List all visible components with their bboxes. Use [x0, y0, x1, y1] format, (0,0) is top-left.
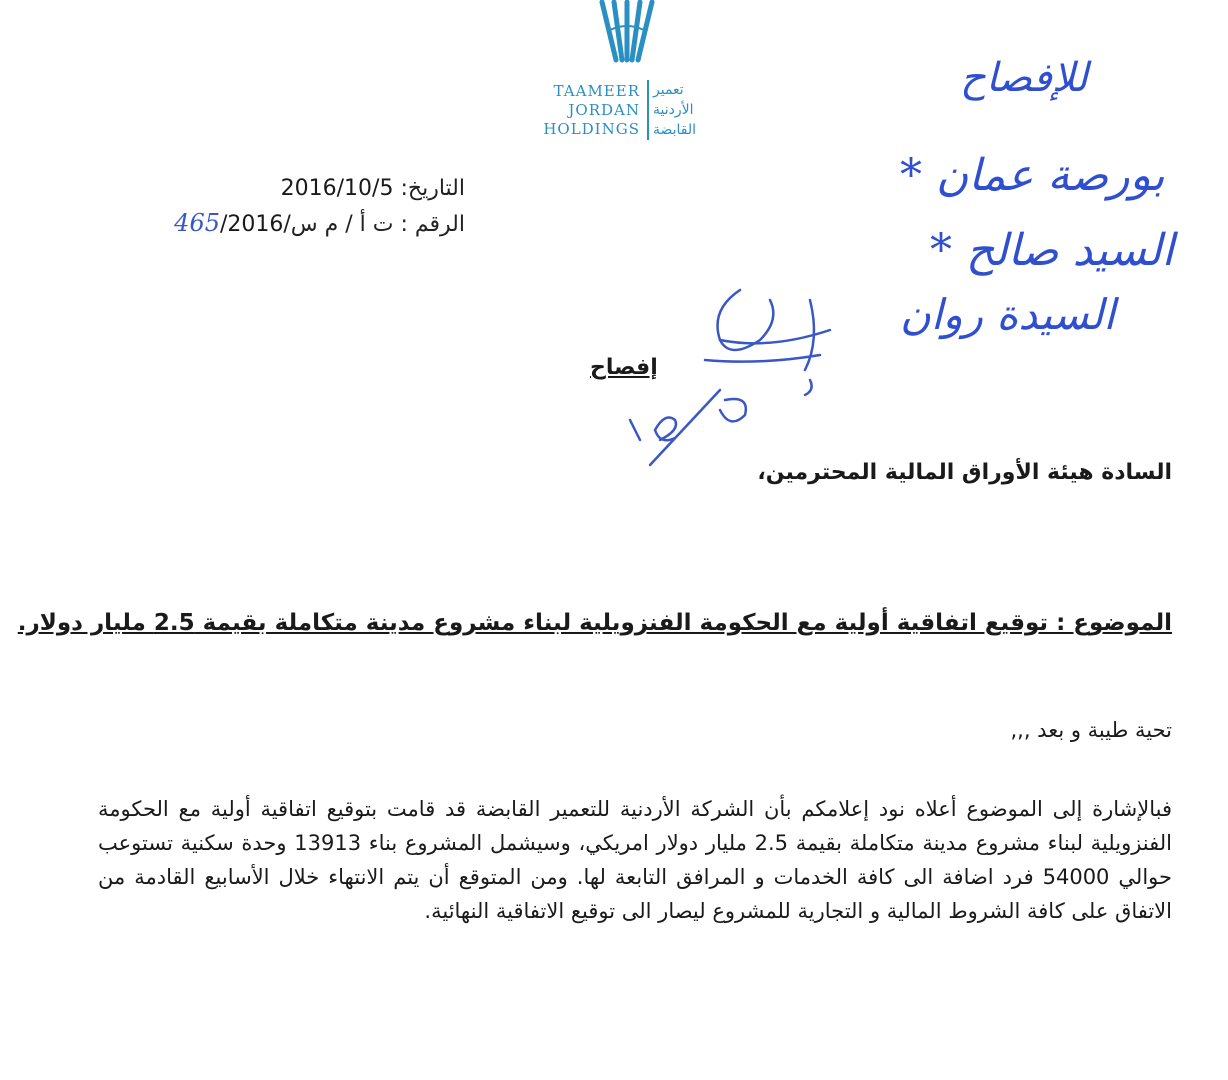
reference-label: الرقم : ت أ / م س/ — [283, 212, 465, 237]
addressee-line: السادة هيئة الأوراق المالية المحترمين، — [757, 460, 1172, 485]
body-paragraph: فبالإشارة إلى الموضوع أعلاه نود إعلامكم بأن الشركة الأردنية للتعمير القابضة قد قامت بتوقيع اتفاقية أولية مع الحكومة الفنزويلية لبناء مشروع مدينة متكاملة بقيمة 2.5 مليار دولار امريكي، وسيشمل المشروع بناء 13913 وحدة سكنية تستوعب حوالي 54000 فرد اضافة الى كافة الخدمات و المرافق التابعة لها. ومن المتوقع أن يتم الانتهاء خلال الأسابيع القادمة من الاتفاق على كافة الشروط المالية و التجارية للمشروع ليصار الى توقيع الاتفاقية النهائية. — [98, 797, 1172, 923]
handwritten-note-line2: * بورصة عمان — [900, 150, 1165, 201]
subject-line: الموضوع : توقيع اتفاقية أولية مع الحكومة الفنزويلية لبناء مشروع مدينة متكاملة بقيمة 2.5 مليار دولار. — [17, 610, 1172, 636]
reference-number: 465 — [174, 209, 220, 237]
logo-divider — [647, 80, 649, 140]
handwritten-note-line1: للإفصاح — [960, 55, 1088, 101]
date-row — [100, 172, 465, 206]
logo-text-ar: تعمير الأردنية القابضة — [653, 82, 697, 138]
disclosure-label: إفصاح — [590, 355, 658, 380]
date-reference-block — [100, 172, 465, 242]
company-logo — [520, 0, 730, 145]
logo-mark-icon — [582, 0, 672, 70]
handwritten-signature — [620, 280, 860, 480]
greeting-line: تحية طيبة و بعد ,,, — [1010, 718, 1172, 742]
date-value: 2016/10/5 — [280, 176, 394, 201]
logo-text-en: TAAMEER JORDAN HOLDINGS — [543, 82, 640, 138]
date-label: التاريخ: — [400, 176, 465, 201]
handwritten-note-line3: * السيد صالح — [930, 225, 1174, 276]
handwritten-note-line4: السيدة روان — [900, 290, 1116, 339]
reference-row — [100, 206, 465, 242]
reference-year: /2016 — [219, 212, 284, 237]
